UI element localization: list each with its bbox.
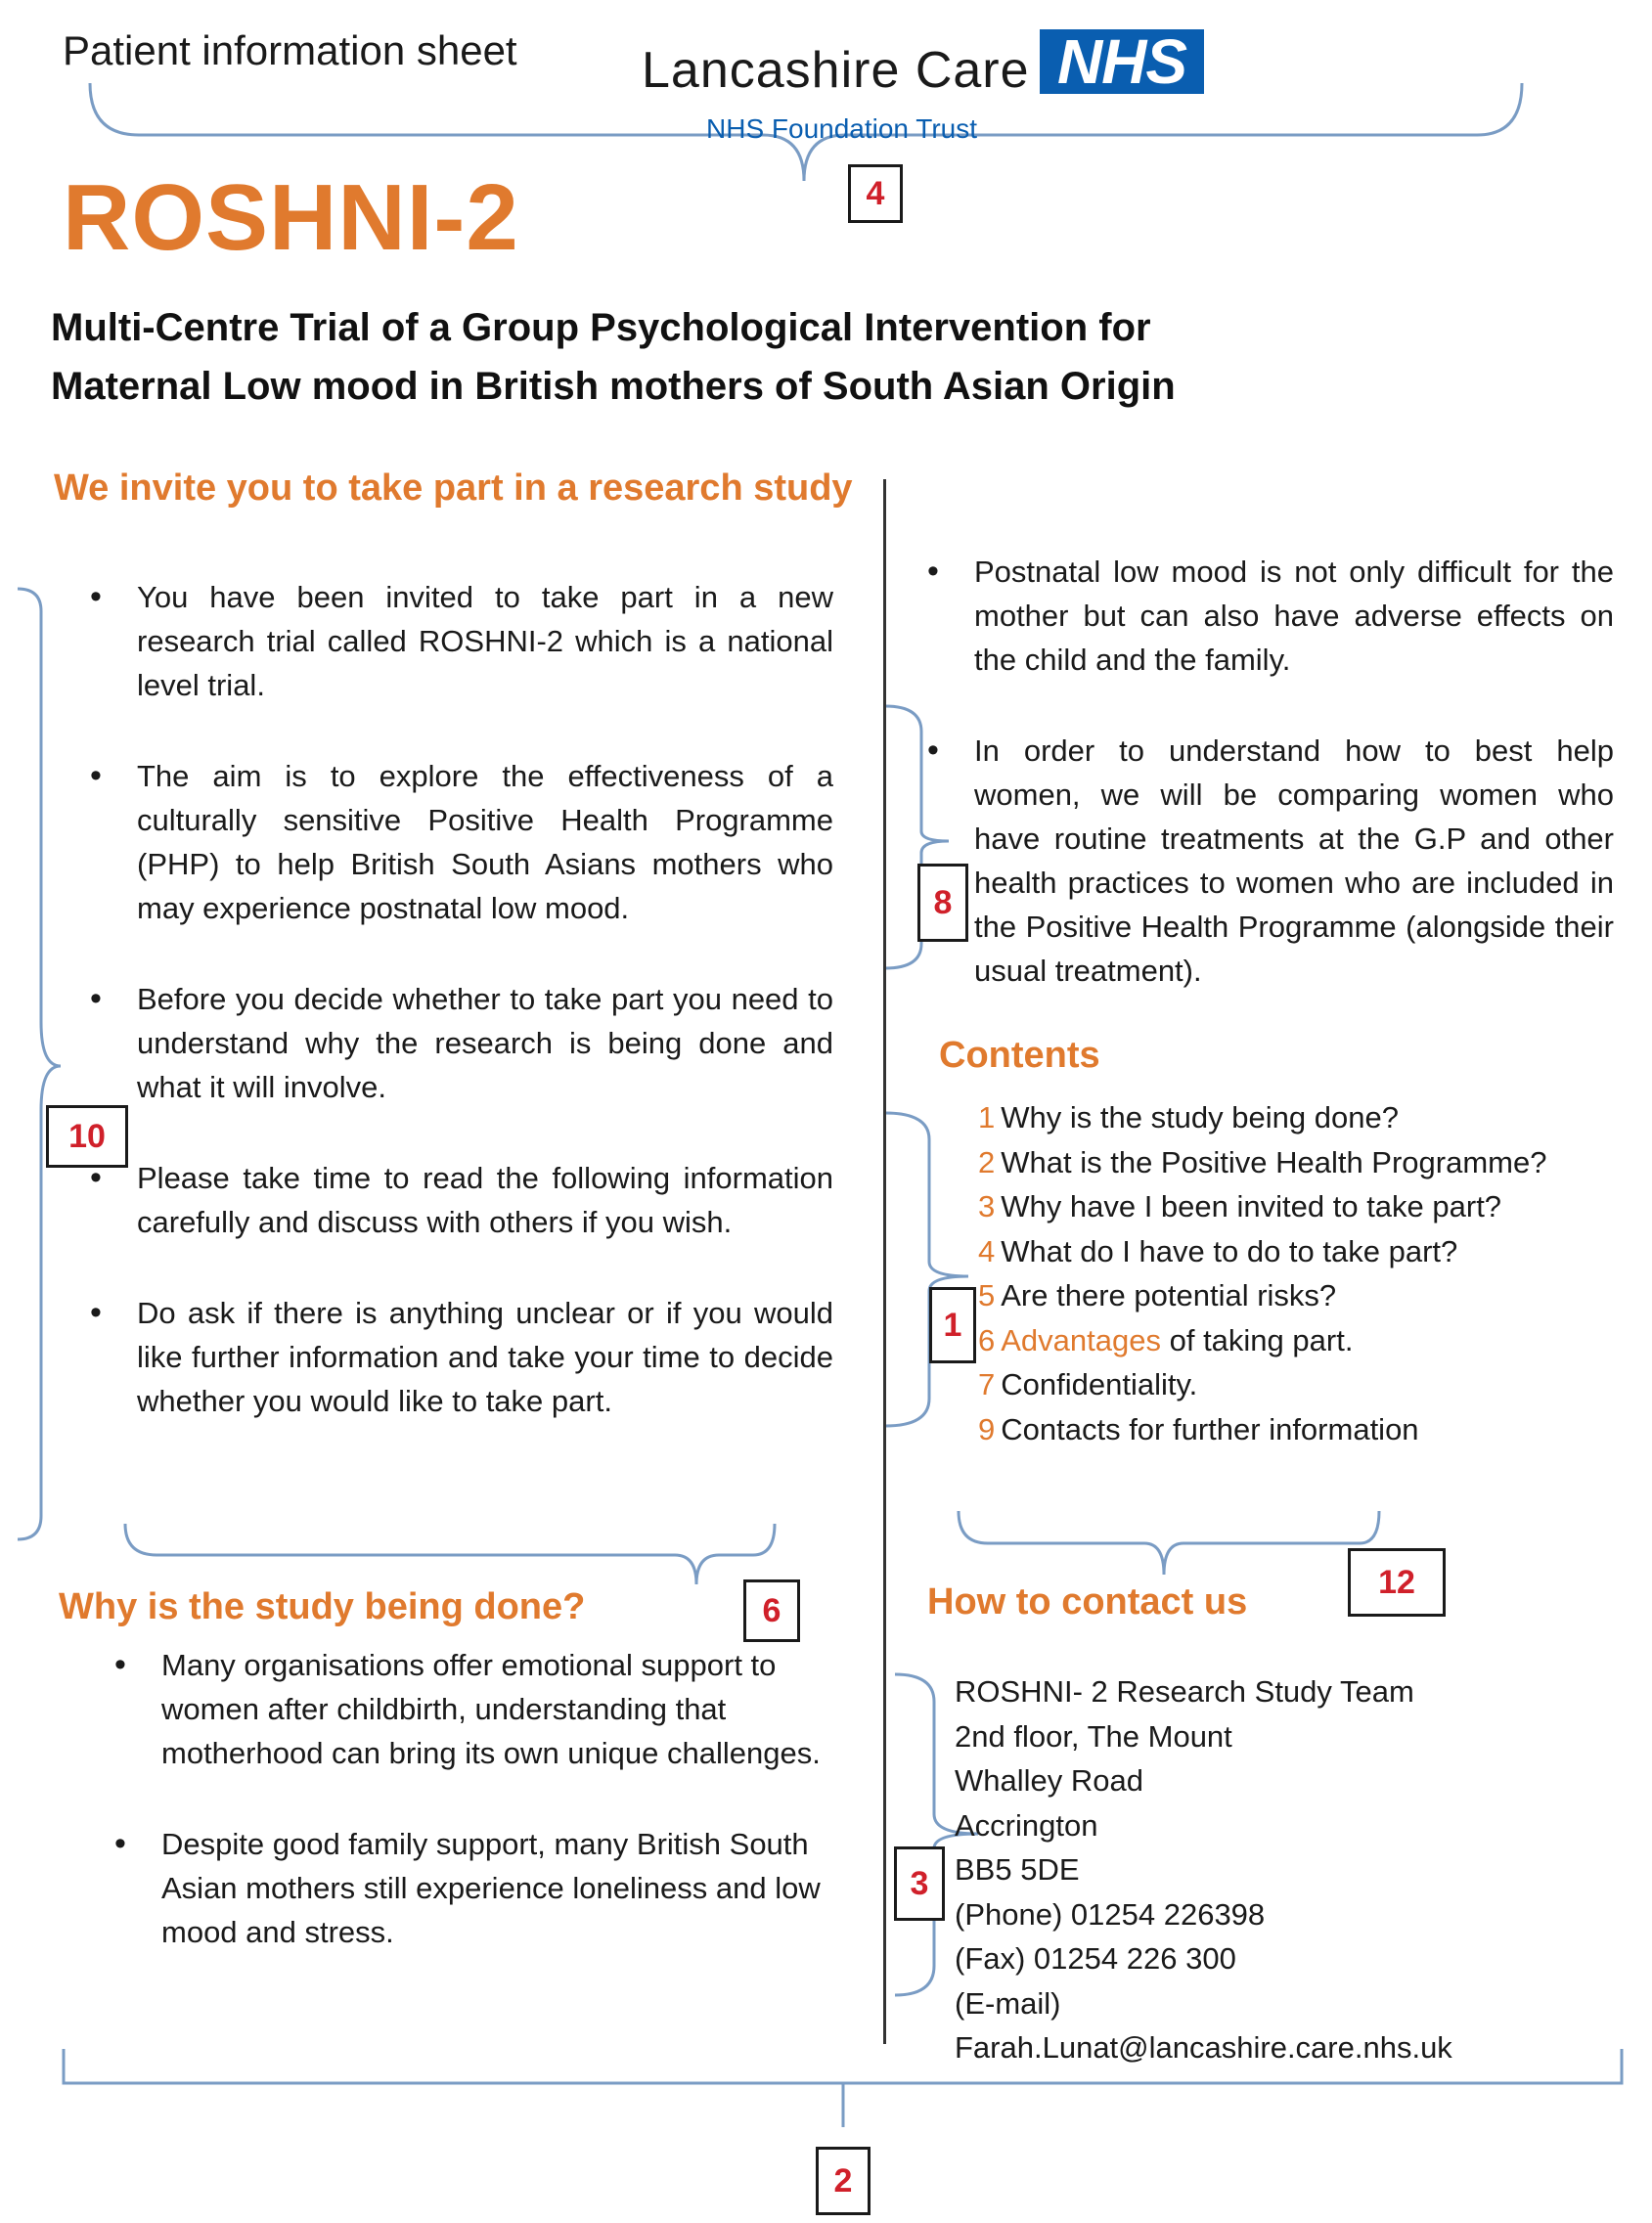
invite-heading: We invite you to take part in a research study <box>54 467 853 509</box>
phone-line: (Phone) 01254 226398 <box>955 1896 1266 1932</box>
contents-item[interactable]: 1 Why is the study being done? <box>978 1100 1399 1134</box>
study-title-line: Multi-Centre Trial of a Group Psychological Intervention for <box>51 306 1151 349</box>
highlight-text: Advantages <box>1001 1322 1161 1357</box>
contents-item[interactable]: 7 Confidentiality. <box>978 1367 1198 1401</box>
contents-heading: Contents <box>939 1035 1100 1076</box>
trust-name: NHS Foundation Trust <box>706 113 978 144</box>
address-line: Whalley Road <box>955 1763 1143 1798</box>
right-bullet-list <box>974 550 1614 993</box>
contents-item[interactable]: 6 Advantages of taking part. <box>978 1322 1354 1357</box>
column-divider <box>883 479 886 2044</box>
contents-item[interactable]: 3 Why have I been invited to take part? <box>978 1189 1502 1223</box>
contents-list <box>978 1095 1546 1451</box>
email-link[interactable]: Farah.Lunat@lancashire.care.nhs.uk <box>955 2030 1452 2065</box>
organisation-name: Lancashire Care <box>642 42 1030 99</box>
contact-address <box>955 1669 1452 2070</box>
callout-4: 4 <box>848 164 903 223</box>
contents-item[interactable]: 9 Contacts for further information <box>978 1411 1419 1446</box>
invite-bullet-list <box>137 575 833 1423</box>
fax-line: (Fax) 01254 226 300 <box>955 1941 1236 1976</box>
email-label: (E-mail) <box>955 1985 1061 2021</box>
brand-title: ROSHNI-2 <box>63 165 519 270</box>
address-line: Accrington <box>955 1807 1098 1843</box>
sheet-label: Patient information sheet <box>63 27 517 73</box>
list-item: • Postnatal low mood is not only difficult for the mother but can also have adverse effects on the child and the family. <box>974 550 1614 682</box>
callout-10: 10 <box>46 1105 128 1168</box>
list-item: • Do ask if there is anything unclear or if you would like further information and take your time to decide whether you would like to take part. <box>137 1291 833 1423</box>
list-item: • Please take time to read the following information carefully and discuss with others if you wish. <box>137 1156 833 1244</box>
contents-item[interactable]: 4 What do I have to do to take part? <box>978 1233 1458 1268</box>
list-item: • Many organisations offer emotional support to women after childbirth, understanding that motherhood can bring its own unique challenges. <box>161 1643 826 1775</box>
study-title-line: Maternal Low mood in British mothers of South Asian Origin <box>51 365 1176 408</box>
list-item: • Despite good family support, many British South Asian mothers still experience loneliness and low mood and stress. <box>161 1822 826 1954</box>
list-item: • In order to understand how to best help women, we will be comparing women who have routine treatments at the G.P and other health practices to women who are included in the Positive Health Programme (alongside their usual treatment). <box>974 729 1614 993</box>
address-line: ROSHNI- 2 Research Study Team <box>955 1674 1414 1709</box>
contact-heading: How to contact us <box>927 1581 1248 1623</box>
address-line: 2nd floor, The Mount <box>955 1718 1232 1754</box>
list-item: • You have been invited to take part in a new research trial called ROSHNI-2 which is a national level trial. <box>137 575 833 707</box>
contents-item[interactable]: 5 Are there potential risks? <box>978 1278 1337 1312</box>
callout-12: 12 <box>1348 1548 1446 1617</box>
nhs-logo: NHS <box>1040 29 1204 94</box>
why-bullet-list <box>161 1643 826 1954</box>
callout-3: 3 <box>894 1846 945 1921</box>
why-heading: Why is the study being done? <box>59 1586 586 1627</box>
list-item: • Before you decide whether to take part you need to understand why the research is being done and what it will involve. <box>137 977 833 1109</box>
study-title <box>51 298 1518 416</box>
callout-1: 1 <box>929 1287 976 1363</box>
callout-2: 2 <box>816 2147 871 2215</box>
callout-8: 8 <box>917 864 968 942</box>
callout-6: 6 <box>743 1579 800 1642</box>
contents-item[interactable]: 2 What is the Positive Health Programme? <box>978 1144 1547 1179</box>
address-line: BB5 5DE <box>955 1852 1080 1887</box>
list-item: • The aim is to explore the effectiveness of a culturally sensitive Positive Health Programme (PHP) to help British South Asians mothers who may experience postnatal low mood. <box>137 754 833 930</box>
